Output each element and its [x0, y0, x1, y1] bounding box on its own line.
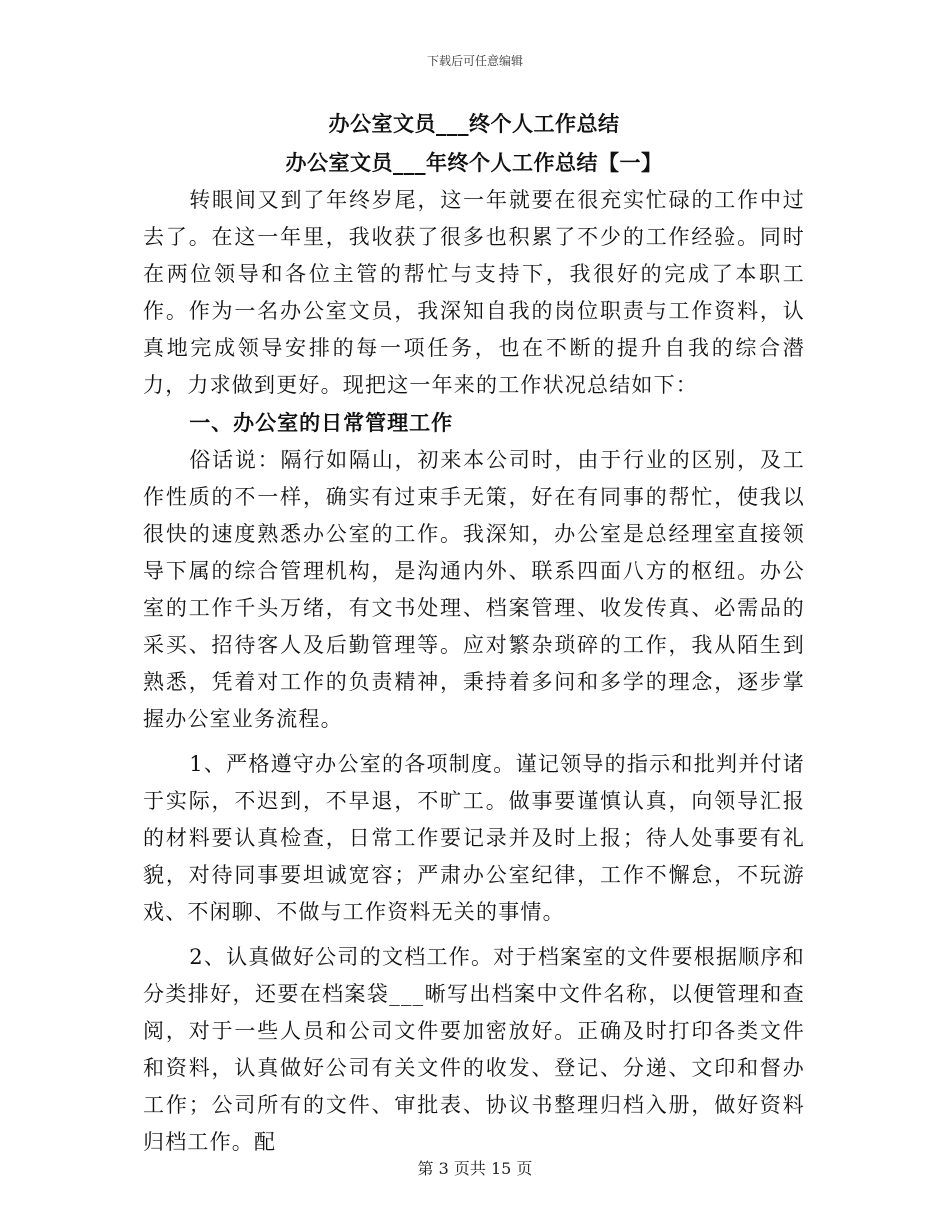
list-item-2: 2、认真做好公司的文档工作。对于档案室的文件要根据顺序和分类排好，还要在档案袋___晰写出档案中文件名称，以便管理和查阅，对于一些人员和公司文件要加密放好。正确及时打印各类文件和资料，认真做好公司有关文件的收发、登记、分递、文印和督办工作；公司所有的文件、审批表、协议书整理归档入册，做好资料归档工作。配: [143, 945, 805, 1154]
intro-paragraph: 转眼间又到了年终岁尾，这一年就要在很充实忙碌的工作中过去了。在这一年里，我收获了很多也积累了不少的工作经验。同时在两位领导和各位主管的帮忙与支持下，我很好的完成了本职工作。作为一名办公室文员，我深知自我的岗位职责与工作资料，认真地完成领导安排的每一项任务，也在不断的提升自我的综合潜力，力求做到更好。现把这一年来的工作状况总结如下：: [143, 188, 805, 397]
document-title: 办公室文员___终个人工作总结: [328, 111, 620, 136]
document-body: [143, 104, 805, 1161]
header-note: 下载后可任意编辑: [426, 54, 523, 68]
page-footer: 第 3 页共 15 页: [417, 1159, 533, 1178]
paragraph-spacer: [143, 738, 805, 746]
section-paragraph: 俗话说：隔行如隔山，初来本公司时，由于行业的区别，及工作性质的不一样，确实有过束手无策，好在有同事的帮忙，使我以很快的速度熟悉办公室的工作。我深知，办公室是总经理室直接领导下属的综合管理机构，是沟通内外、联系四面八方的枢纽。办公室的工作千头万绪，有文书处理、档案管理、收发传真、必需品的采买、招待客人及后勤管理等。应对繁杂琐碎的工作，我从陌生到熟悉，凭着对工作的负责精神，秉持着多问和多学的理念，逐步掌握办公室业务流程。: [143, 448, 805, 731]
section-heading-daily-management: 一、办公室的日常管理工作: [189, 410, 454, 435]
paragraph-spacer: [143, 931, 805, 939]
list-item-1: 1、严格遵守办公室的各项制度。谨记领导的指示和批判并付诸于实际，不迟到，不早退，不旷工。做事要谨慎认真，向领导汇报的材料要认真检查，日常工作要记录并及时上报；待人处事要有礼貌，对待同事要坦诚宽容；严肃办公室纪律，工作不懈怠，不玩游戏、不闲聊、不做与工作资料无关的事情。: [143, 752, 805, 924]
document-subtitle: 办公室文员___年终个人工作总结【一】: [285, 150, 663, 175]
